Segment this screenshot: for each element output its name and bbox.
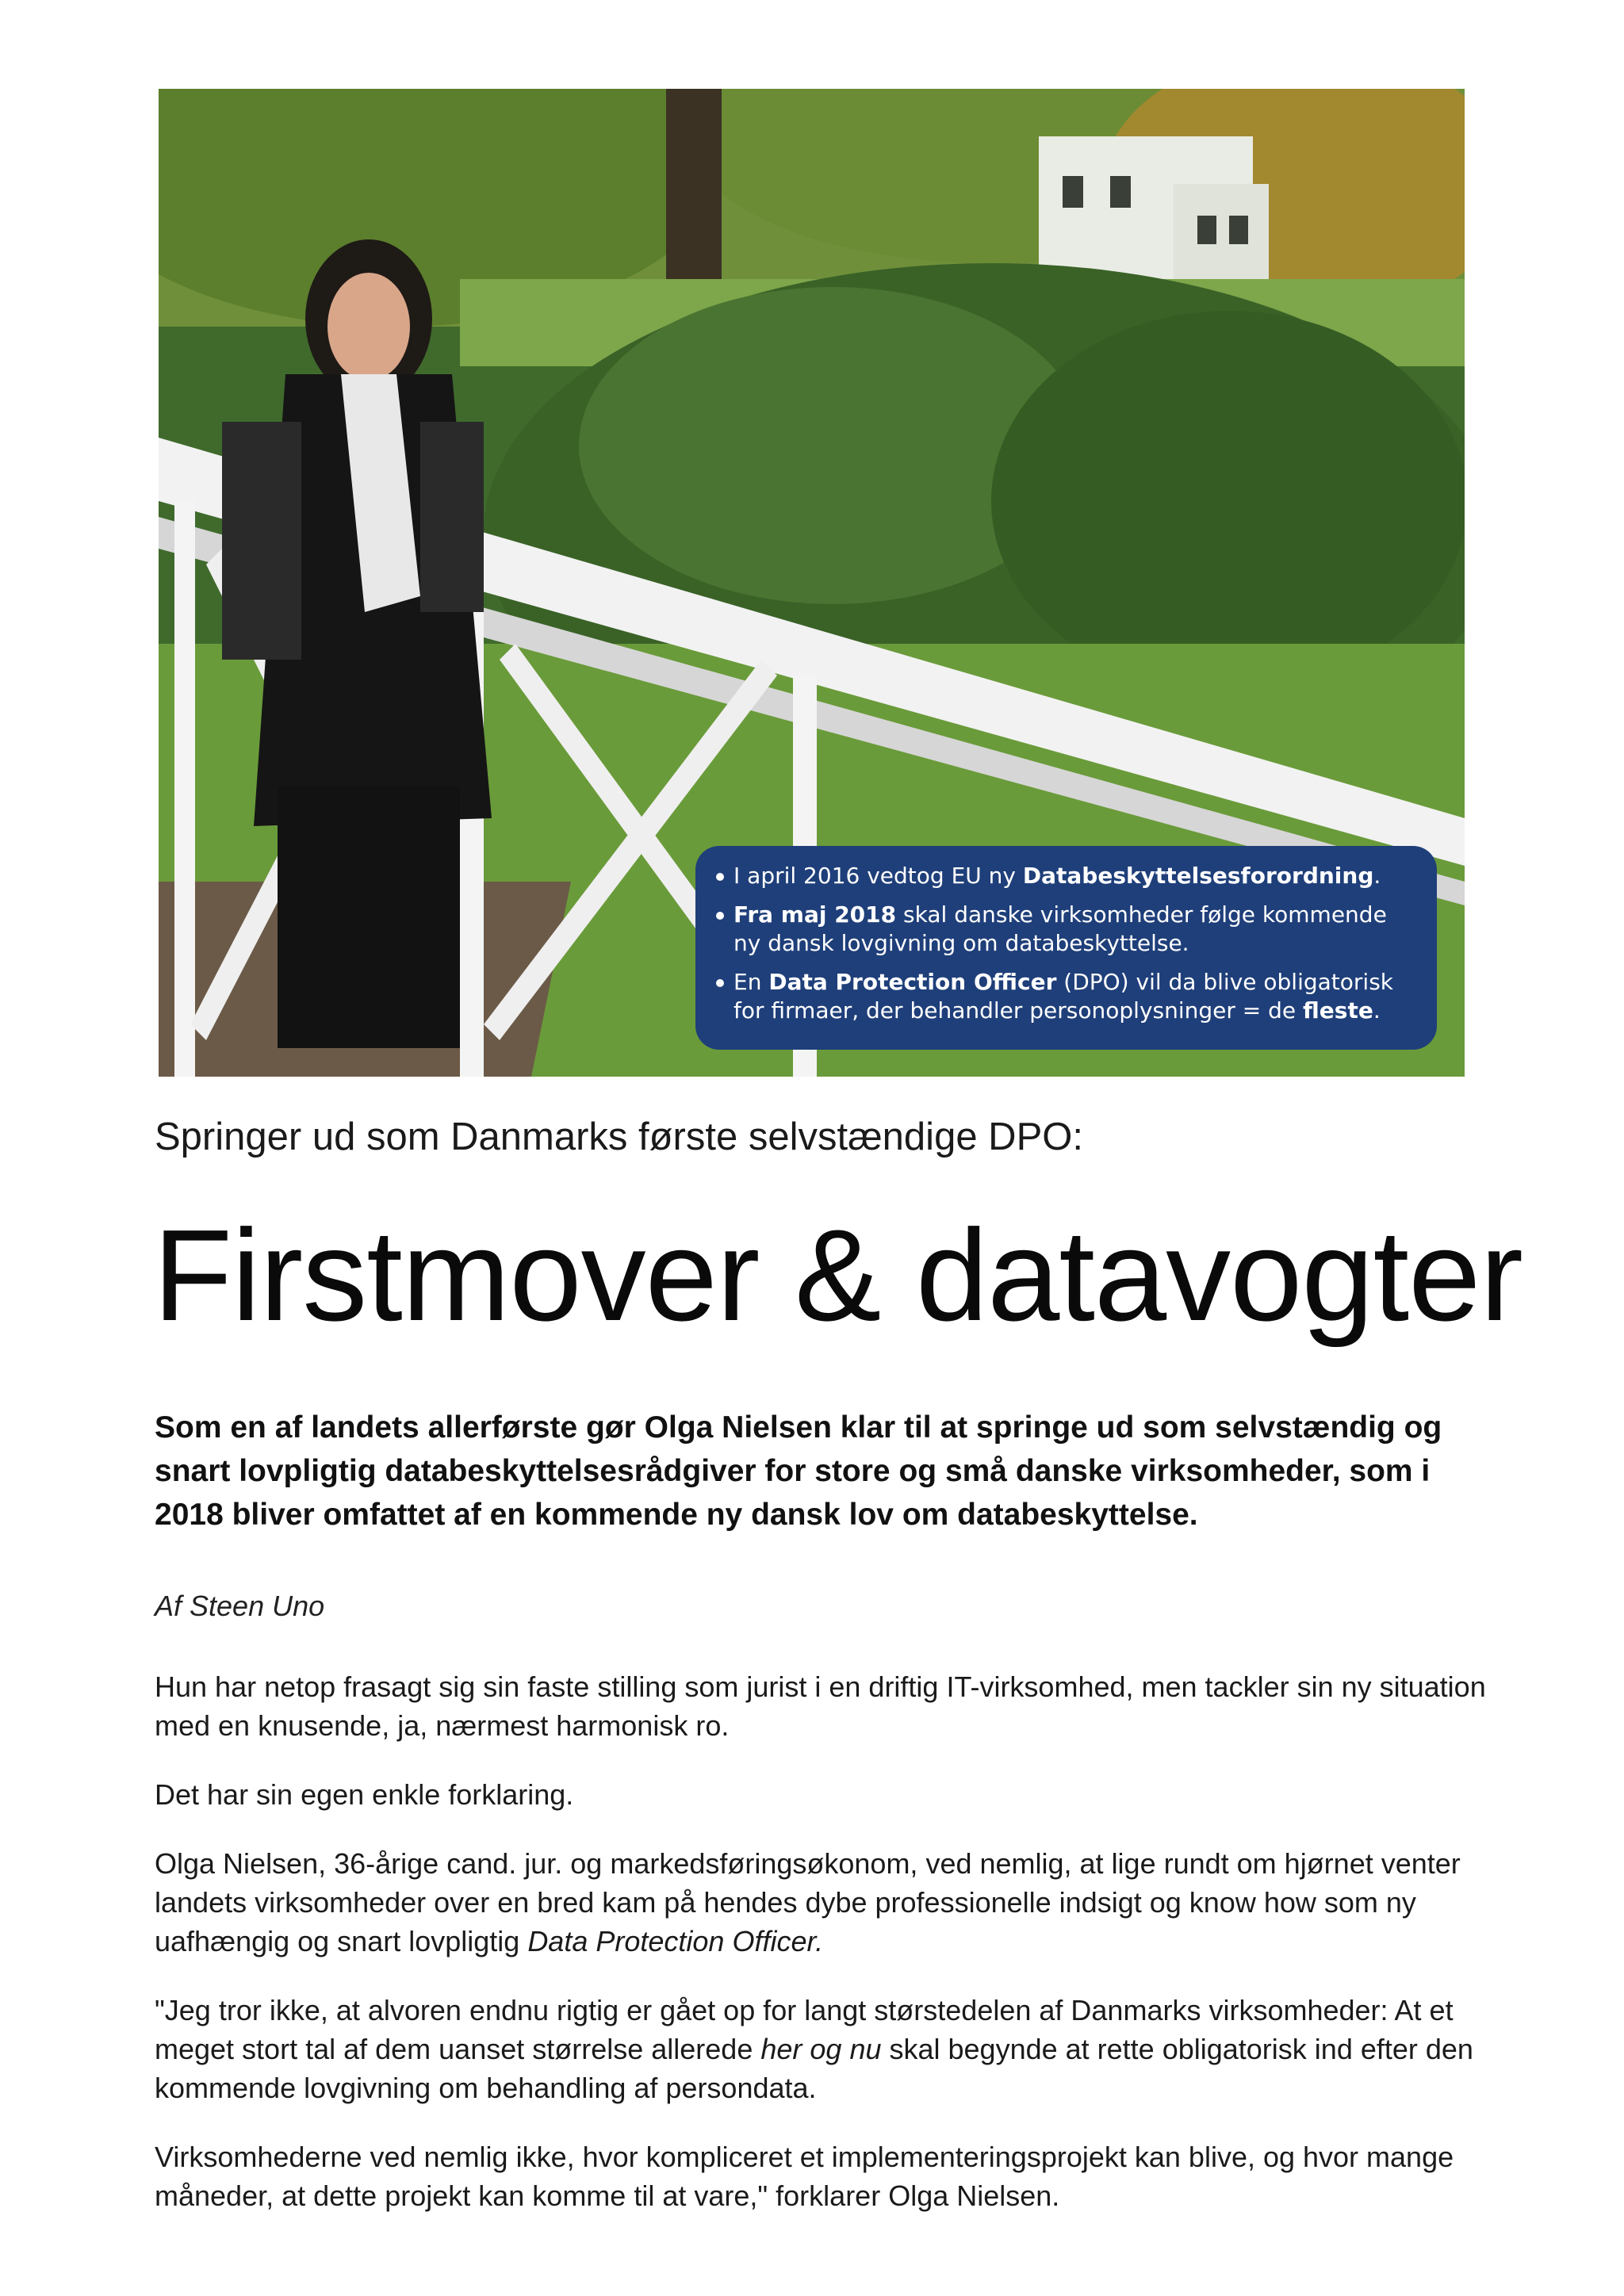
fact-item: Fra maj 2018 skal danske virksomheder følge kommende ny dansk lovgivning om databeskyttelse. [710,901,1418,958]
paragraph: "Jeg tror ikke, at alvoren endnu rigtig er gået op for langt størstedelen af Danmarks virksomheder: At et meget stort tal af dem uanset størrelse allerede her og nu skal begynde at rette obligatorisk ind efter den kommende lovgivning om behandling af persondata. [155,1994,1473,2104]
fact-list [710,862,1418,1025]
article-headline: Firstmover & datavogter [153,1203,1522,1348]
paragraph: Hun har netop frasagt sig sin faste stilling som jurist i en driftig IT-virksomhed, men tackler sin ny situation med en knusende, ja, nærmest harmonisk ro. [155,1670,1486,1742]
article-byline: Af Steen Uno [155,1590,325,1622]
paragraph: Olga Nielsen, 36-årige cand. jur. og markedsføringsøkonom, ved nemlig, at lige rundt om hjørnet venter landets virksomheder over en bred kam på hendes dybe professionelle indsigt og know how som ny uafhængig og snart lovpligtig Data Protection Officer. [155,1847,1461,1957]
article-kicker: Springer ud som Danmarks første selvstændige DPO: [155,1115,1083,1158]
article-lead: Som en af landets allerførste gør Olga Nielsen klar til at springe ud som selvstændig og snart lovpligtig databeskyttelsesrådgiver for store og små danske virksomheder, som i 2018 bliver omfattet af en kommende ny dansk lov om databeskyttelse. [155,1410,1442,1532]
article-body [155,1667,1495,2245]
fact-item: I april 2016 vedtog EU ny Databeskyttelsesforordning. [710,862,1418,890]
paragraph: Det har sin egen enkle forklaring. [155,1778,574,1811]
fact-item: En Data Protection Officer (DPO) vil da blive obligatorisk for firmaer, der behandler personoplysninger = de fleste. [710,968,1418,1025]
fact-box [695,846,1437,1050]
paragraph: Virksomhederne ved nemlig ikke, hvor kompliceret et implementeringsprojekt kan blive, og hvor mange måneder, at dette projekt kan komme til at vare," forklarer Olga Nielsen. [155,2141,1454,2212]
